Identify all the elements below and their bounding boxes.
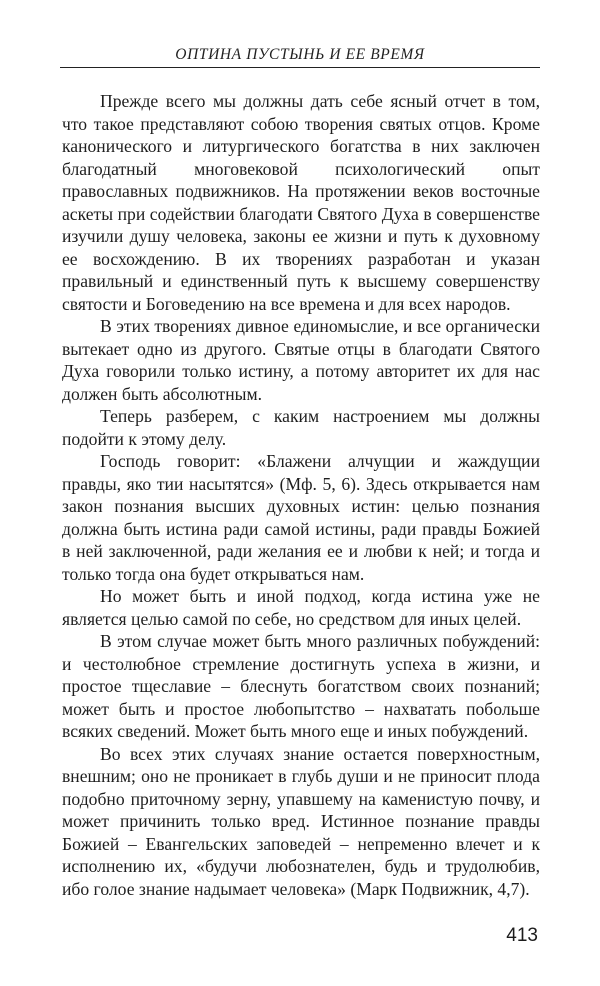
- paragraph: Теперь разберем, с каким настроением мы должны подойти к этому делу.: [62, 406, 540, 449]
- paragraph: Но может быть и иной подход, когда истина уже не является целью самой по себе, но средством для иных целей.: [62, 586, 540, 629]
- page-number: 413: [506, 925, 538, 946]
- paragraph: Во всех этих случаях знание остается поверхностным, внешним; оно не проникает в глубь души и не приносит плода подобно приточному зерну, упавшему на каменистую почву, и может причинить только вред. Истинное познание правды Божией – Евангельских заповедей – непременно влечет и к исполнению их, «будучи любознателен, будь и трудолюбив, ибо голое знание надымает человека» (Марк Подвижник, 4,7).: [62, 743, 540, 899]
- header-rule: [60, 67, 540, 68]
- body-text: [62, 90, 540, 900]
- paragraph: Прежде всего мы должны дать себе ясный отчет в том, что такое представляют собою творения святых отцов. Кроме канонического и литургического богатства в них заключен благодатный многовековой психологический опыт православных подвижников. На протяжении веков восточные аскеты при содействии благодати Святого Духа в совершенстве изучили душу человека, законы ее жизни и путь к духовному ее восхождению. В их творениях разработан и указан правильный и единственный путь к высшему совершенству святости и Боговедению на все времена и для всех народов.: [62, 91, 540, 314]
- paragraph: Господь говорит: «Блажени алчущии и жаждущии правды, яко тии насытятся» (Мф. 5, 6). Здесь открывается нам закон познания высших духовных истин: целью познания должна быть истина ради самой истины, ради правды Божией в ней заключенной, ради желания ее и любви к ней; и тогда и только тогда она будет открываться нам.: [62, 451, 540, 584]
- paragraph: В этом случае может быть много различных побуждений: и честолюбное стремление достигнуть успеха в жизни, и простое тщеславие – блеснуть богатством своих познаний; может быть и простое любопытство – нахватать побольше всяких сведений. Может быть много еще и иных побуждений.: [62, 631, 540, 741]
- paragraph: В этих творениях дивное единомыслие, и все органически вытекает одно из другого. Святые отцы в благодати Святого Духа говорили только истину, а потому авторитет их для нас должен быть абсолютным.: [62, 316, 540, 404]
- running-header: ОПТИНА ПУСТЫНЬ И ЕЕ ВРЕМЯ: [175, 46, 425, 63]
